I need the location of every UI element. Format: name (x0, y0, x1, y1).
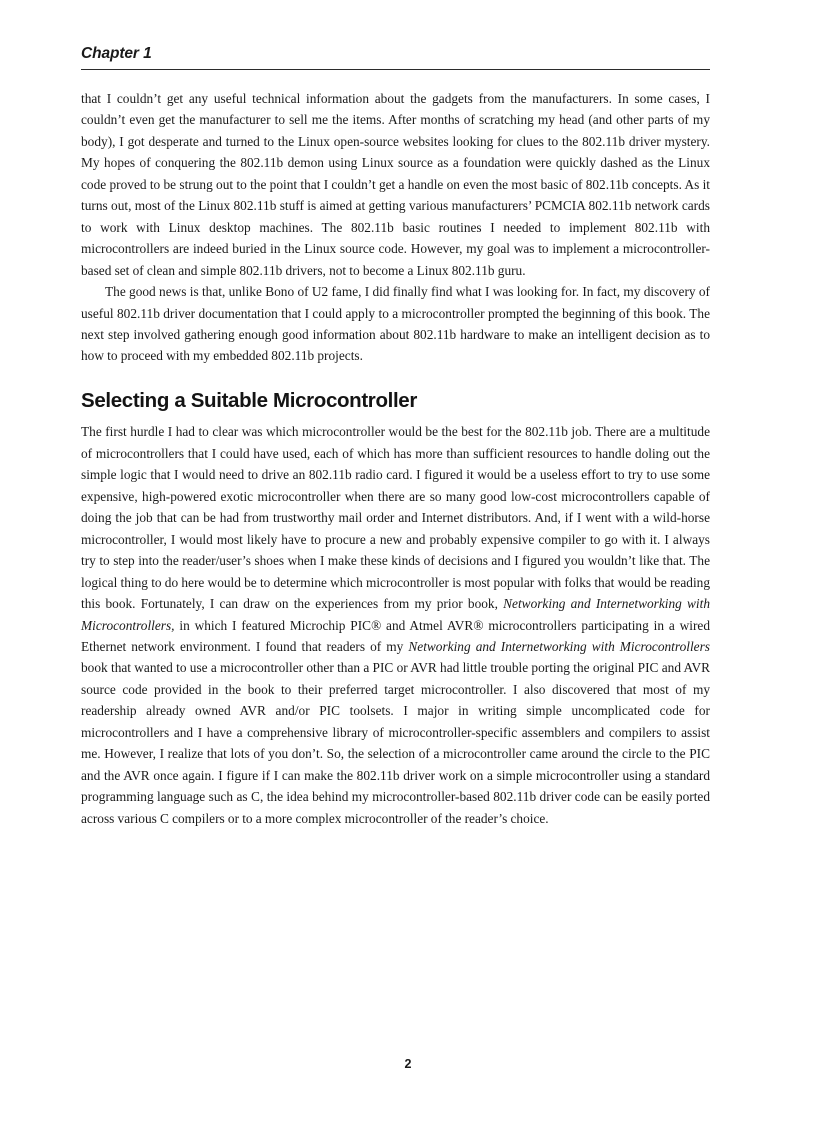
paragraph-microcontroller-selection (81, 421, 710, 829)
header-divider-rule (81, 69, 710, 70)
paragraph-text-segment-3: book that wanted to use a microcontroller other than a PIC or AVR had little trouble porting the original PIC and AVR source code provided in the book to their preferred target microcontroller. I also discovered that most of my readership already owned AVR and/or PIC toolsets. I major in writing simple uncomplicated code for microcontrollers and I have a comprehensive library of microcontroller-specific assemblers and compilers to assist me. However, I realize that lots of you don’t. So, the selection of a microcontroller came around the circle to the PIC and the AVR once again. I figure if I can make the 802.11b driver work on a simple microcontroller using a standard programming language such as C, the idea behind my microcontroller-based 802.11b driver code can be easily ported across various C compilers or to a more complex microcontroller of the reader’s choice. (81, 660, 710, 826)
paragraph-continuation: that I couldn’t get any useful technical information about the gadgets from the manufacturers. In some cases, I couldn’t even get the manufacturer to sell me the items. After months of scratching my head (and other parts of my body), I got desperate and turned to the Linux open-source websites looking for clues to the 802.11b driver mystery. My hopes of conquering the 802.11b demon using Linux source as a foundation were quickly dashed as the Linux code proved to be strung out to the point that I couldn’t get a handle on even the most basic of 802.11b concepts. As it turns out, most of the Linux 802.11b stuff is aimed at getting various manufacturers’ PCMCIA 802.11b network cards to work with Linux desktop machines. The 802.11b basic routines I needed to implement 802.11b with microcontrollers are indeed buried in the Linux source code. However, my goal was to implement a microcontroller-based set of clean and simple 802.11b drivers, not to become a Linux 802.11b guru. (81, 91, 710, 278)
paragraph-text-segment-2: in which I featured Microchip PIC® and Atmel AVR® microcontrollers participating in a wired Ethernet network environment. I found that readers of my (81, 617, 710, 654)
paragraph-text-segment-1: The first hurdle I had to clear was which microcontroller would be the best for the 802.11b job. There are a multitude of microcontrollers that I could have used, each of which has more than sufficient resources to handle doling out the simple logic that I would need to drive an 802.11b radio card. I figured it would be a useless effort to try to use some expensive, high-powered exotic microcontroller when there are so many good low-cost microcontrollers capable of doing the job that can be had from trustworthy mail order and Internet distributors. And, if I went with a wild-horse microcontroller, I would most likely have to procure a new and probably expensive compiler to go with it. I always try to step into the reader/user’s shoes when I make these kinds of decisions and I figured you wouldn’t like that. The logical thing to do here would be to determine which microcontroller is most popular with folks that would be reading this book. Fortunately, I can draw on the experiences from my prior book, (81, 424, 710, 612)
book-title-networking-and-internetworking-1: Networking and Internetworking with Microcontrollers, (81, 596, 710, 633)
section-heading-selecting-a-suitable-microcontroller: Selecting a Suitable Microcontroller (81, 388, 417, 412)
paragraph-good-news: The good news is that, unlike Bono of U2 fame, I did finally find what I was looking for. In fact, my discovery of useful 802.11b driver documentation that I could apply to a microcontroller prompted the beginning of this book. The next step involved gathering enough good information about 802.11b hardware to make an intelligent decision as to how to proceed with my embedded 802.11b projects. (81, 284, 710, 364)
book-title-networking-and-internetworking-2: Networking and Internetworking with Microcontrollers (408, 638, 710, 654)
chapter-label: Chapter 1 (81, 45, 152, 62)
body-column (81, 88, 710, 829)
page-number: 2 (404, 1057, 412, 1071)
running-header (81, 45, 710, 70)
